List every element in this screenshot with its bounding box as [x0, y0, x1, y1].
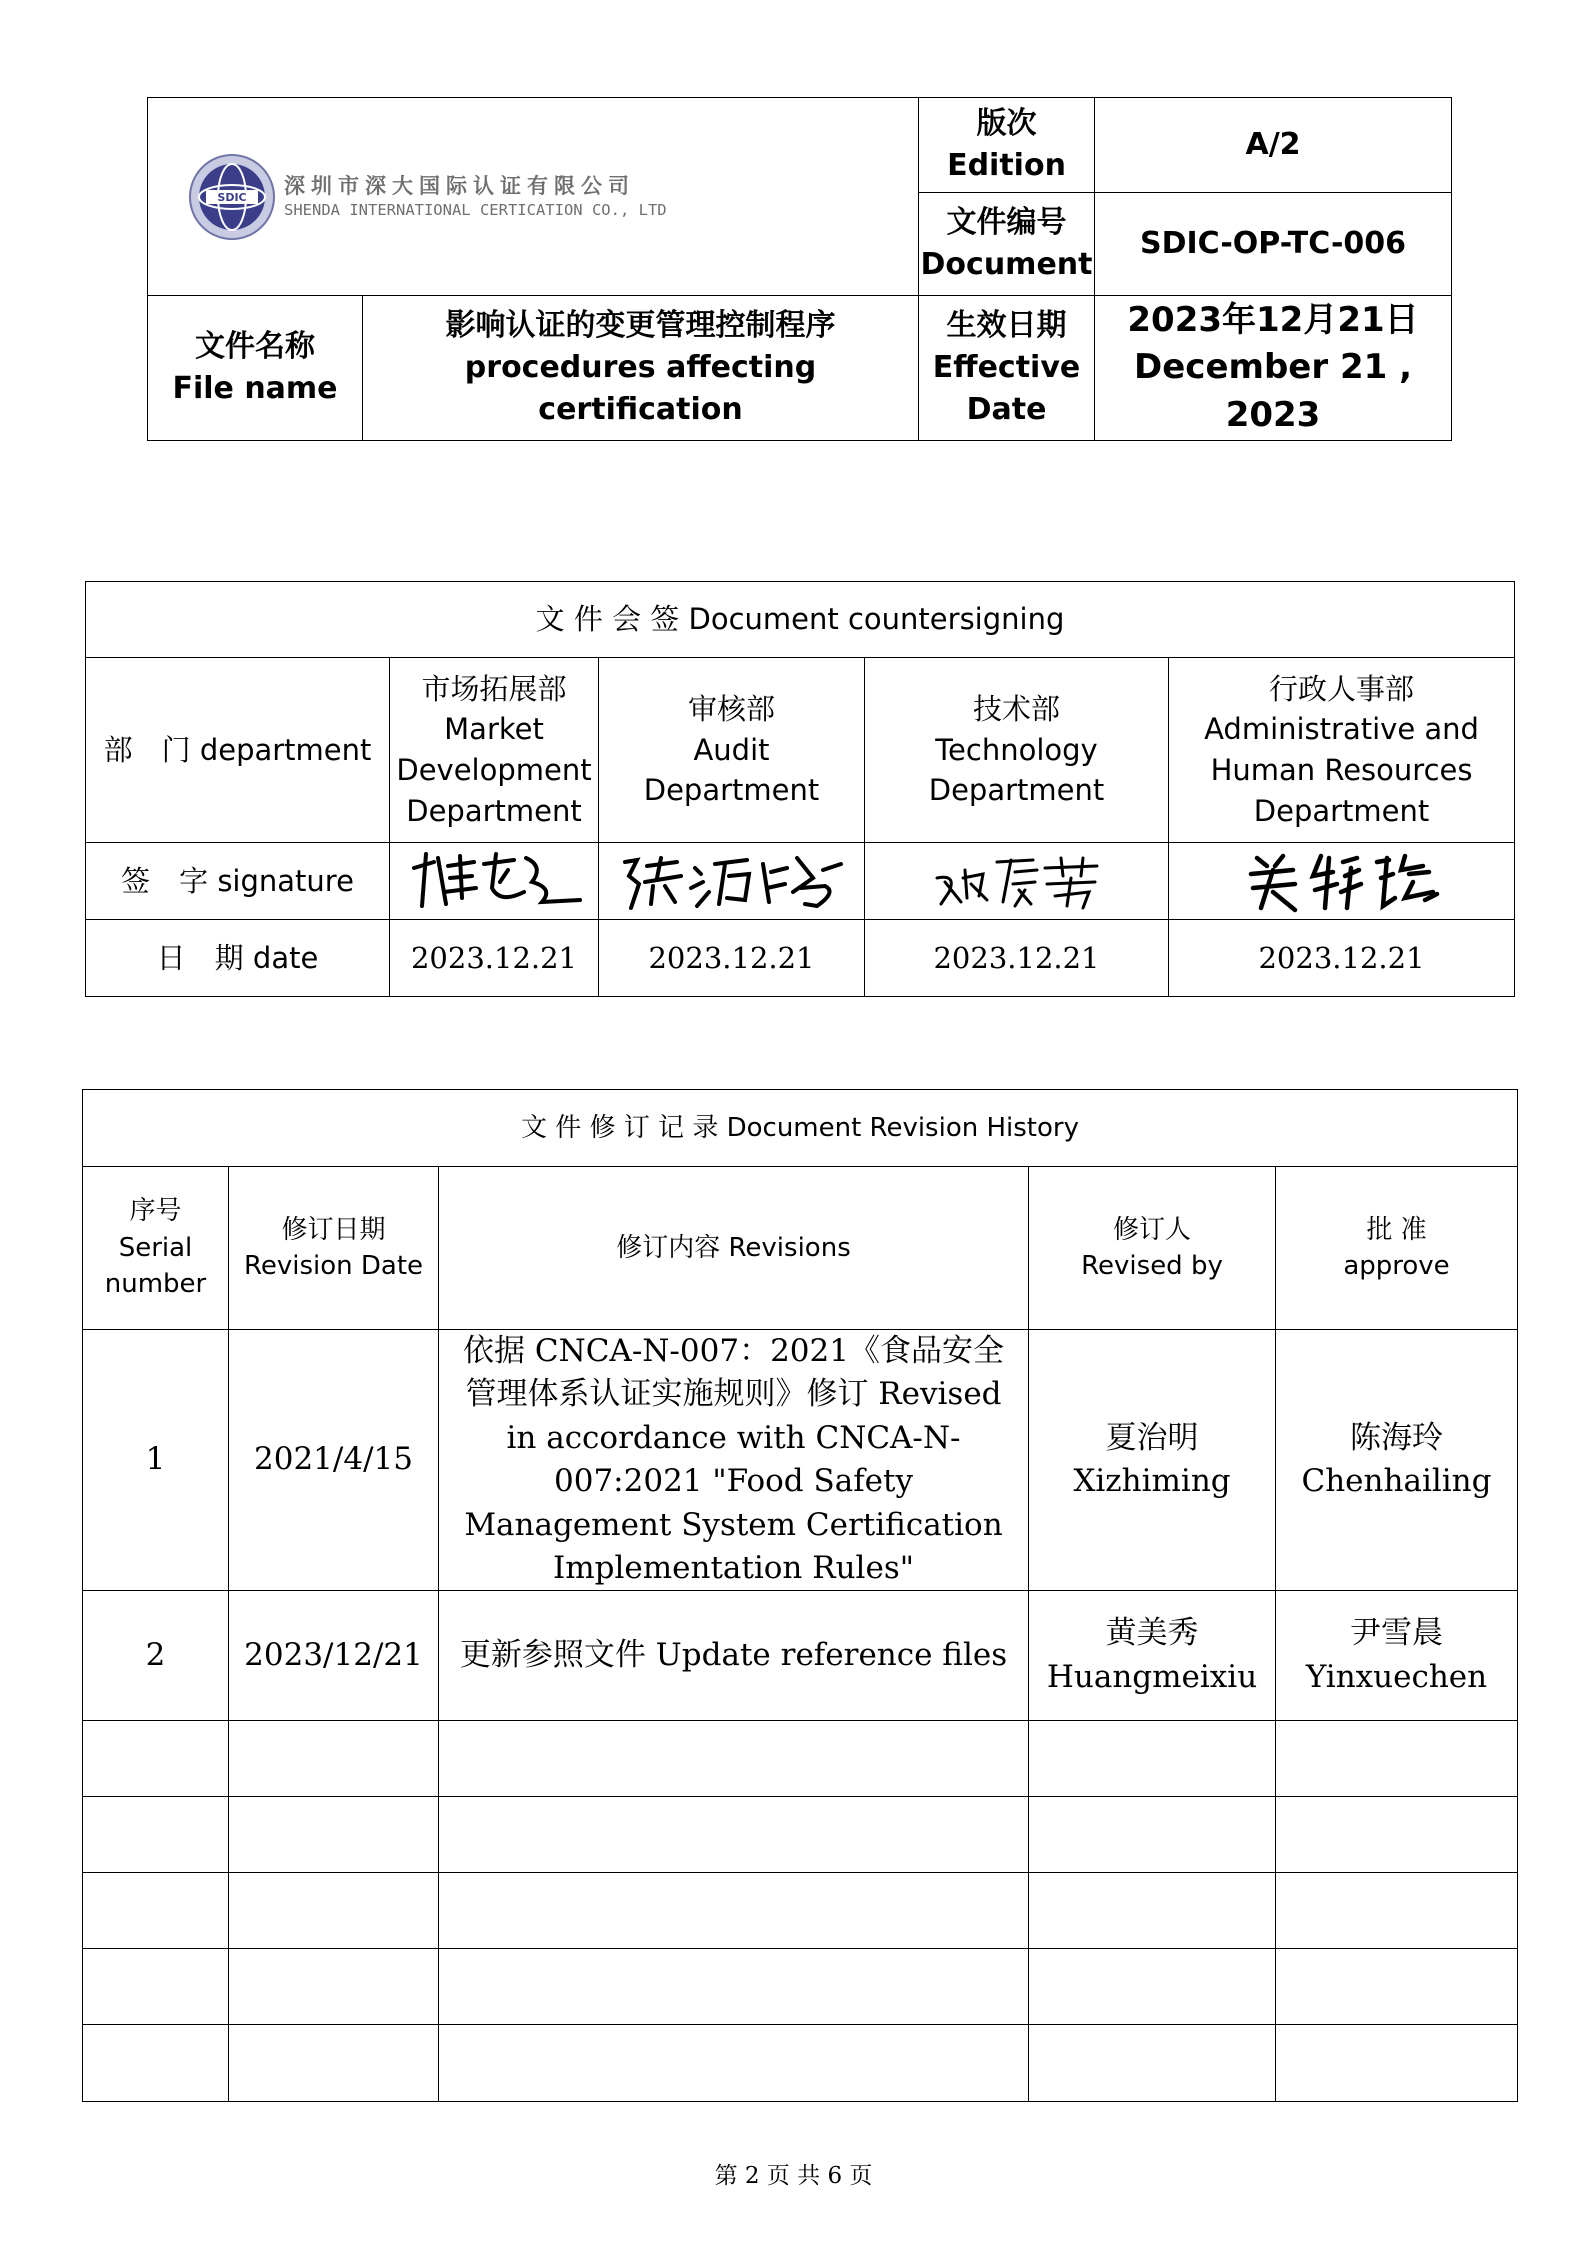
date-market: 2023.12.21 [390, 920, 599, 997]
row-serial: 1 [83, 1330, 229, 1591]
file-name-label: 文件名称 File name [148, 296, 363, 441]
file-name-value: 影响认证的变更管理控制程序 procedures affecting certification [363, 296, 919, 441]
table-row [83, 1330, 1518, 1591]
document-number-value: SDIC-OP-TC-006 [1095, 193, 1452, 296]
row-content: 依据 CNCA-N-007：2021《食品安全管理体系认证实施规则》修订 Revised in accordance with CNCA-N-007:2021 "Food Safety Management System Certification Implementation Rules" [439, 1330, 1029, 1591]
globe-logo-icon [188, 153, 276, 241]
signature-audit [599, 843, 865, 920]
row-revised-by: 夏治明 Xizhiming [1029, 1330, 1276, 1591]
revision-title: 文 件 修 订 记 录 Document Revision History [83, 1090, 1518, 1167]
header-revision-date: 修订日期 Revision Date [229, 1167, 439, 1330]
date-label: 日 期 date [86, 920, 390, 997]
page-number: 第 2 页 共 6 页 [714, 2163, 873, 2189]
department-label: 部 门 department [86, 658, 390, 843]
table-row [83, 1873, 1518, 1949]
row-approve: 尹雪晨 Yinxuechen [1276, 1591, 1518, 1721]
table-row [83, 1721, 1518, 1797]
row-date: 2021/4/15 [229, 1330, 439, 1591]
header-revised-by: 修订人 Revised by [1029, 1167, 1276, 1330]
signature-admin-hr [1169, 843, 1515, 920]
date-audit: 2023.12.21 [599, 920, 865, 997]
effective-date-label: 生效日期 Effective Date [919, 296, 1095, 441]
date-admin-hr: 2023.12.21 [1169, 920, 1515, 997]
table-row [83, 1949, 1518, 2025]
edition-value: A/2 [1095, 98, 1452, 193]
row-serial: 2 [83, 1591, 229, 1721]
header-serial: 序号 Serial number [83, 1167, 229, 1330]
header-revisions: 修订内容 Revisions [439, 1167, 1029, 1330]
table-row [83, 1591, 1518, 1721]
countersign-title: 文 件 会 签 Document countersigning [86, 582, 1515, 658]
department-market: 市场拓展部 Market Development Department [390, 658, 599, 843]
department-audit: 审核部 Audit Department [599, 658, 865, 843]
table-row [83, 1797, 1518, 1873]
department-technology: 技术部 Technology Department [865, 658, 1169, 843]
table-row [83, 2025, 1518, 2102]
row-content: 更新参照文件 Update reference files [439, 1591, 1029, 1721]
header-approve: 批 准 approve [1276, 1167, 1518, 1330]
row-revised-by: 黄美秀 Huangmeixiu [1029, 1591, 1276, 1721]
row-date: 2023/12/21 [229, 1591, 439, 1721]
document-header [147, 97, 1452, 441]
company-logo [188, 153, 918, 241]
department-admin-hr: 行政人事部 Administrative and Human Resources Department [1169, 658, 1515, 843]
revision-history-table [82, 1089, 1518, 2102]
company-logo-cell [148, 98, 919, 296]
row-approve: 陈海玲 Chenhailing [1276, 1330, 1518, 1591]
company-name-cn: 深圳市深大国际认证有限公司 [284, 172, 635, 198]
edition-label: 版次 Edition [919, 98, 1095, 193]
document-number-label: 文件编号 Document [919, 193, 1095, 296]
effective-date-value: 2023年12月21日 December 21 , 2023 [1095, 296, 1452, 441]
svg-text:SDIC: SDIC [217, 190, 247, 204]
date-technology: 2023.12.21 [865, 920, 1169, 997]
signature-technology [865, 843, 1169, 920]
countersign-table [85, 581, 1515, 997]
signature-market [390, 843, 599, 920]
company-name-en: SHENDA INTERNATIONAL CERTICATION CO., LTD [284, 201, 667, 220]
signature-label: 签 字 signature [86, 843, 390, 920]
